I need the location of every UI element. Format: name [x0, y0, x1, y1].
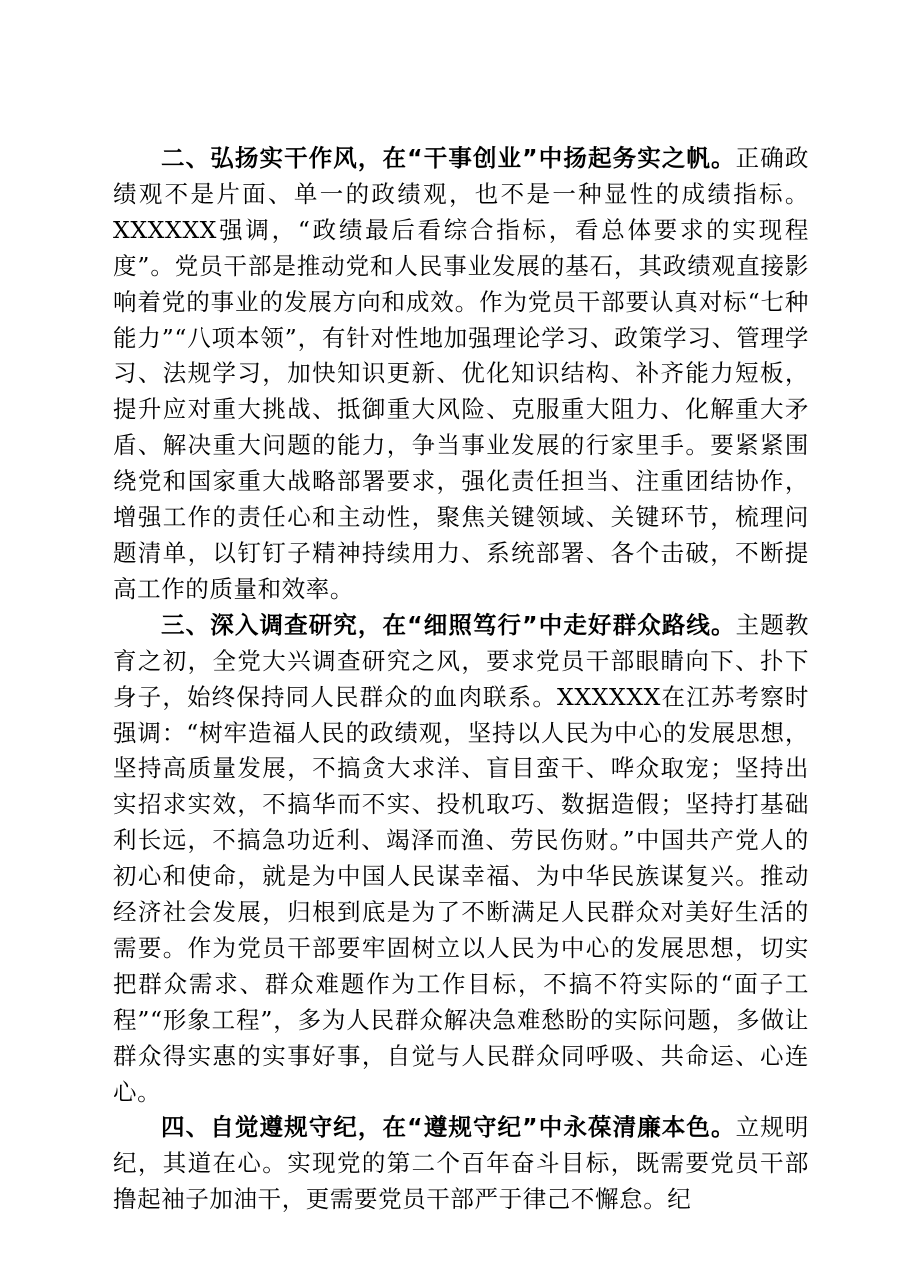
section-body-3: 主题教育之初，全党大兴调查研究之风，要求党员干部眼睛向下、扑下身子，始终保持同人民群众的血肉联系。XXXXXX在江苏考察时强调：“树牢造福人民的政绩观，坚持以人民为中心的发展思想，坚持高质量发展，不搞贪大求洋、盲目蛮干、哗众取宠；坚持出实招求实效，不搞华而不实、投机取巧、数据造假；坚持打基础利长远，不搞急功近利、竭泽而渔、劳民伤财。”中国共产党人的初心和使命，就是为中国人民谋幸福、为中华民族谋复兴。推动经济社会发展，归根到底是为了不断满足人民群众对美好生活的需要。作为党员干部要牢固树立以人民为中心的发展思想，切实把群众需求、群众难题作为工作目标，不搞不符实际的“面子工程”“形象工程”，多为人民群众解决急难愁盼的实际问题，多做让群众得实惠的实事好事，自觉与人民群众同呼吸、共命运、心连心。: [113, 610, 809, 1106]
section-body-4: 立规明纪，其道在心。实现党的第二个百年奋斗目标，既需要党员干部撸起袖子加油干，更需要党员干部严于律己不懈怠。纪: [113, 1113, 809, 1214]
document-body: [113, 141, 809, 1218]
section-heading-3: 三、深入调查研究，在“细照笃行”中走好群众路线。: [161, 610, 736, 639]
paragraph-section-2: [113, 141, 809, 608]
section-body-2: 正确政绩观不是片面、单一的政绩观，也不是一种显性的成绩指标。XXXXXX强调，“政绩最后看综合指标，看总体要求的实现程度”。党员干部是推动党和人民事业发展的基石，其政绩观直接影响着党的事业的发展方向和成效。作为党员干部要认真对标“七种能力”“八项本领”，有针对性地加强理论学习、政策学习、管理学习、法规学习，加快知识更新、优化知识结构、补齐能力短板，提升应对重大挑战、抵御重大风险、克服重大阻力、化解重大矛盾、解决重大问题的能力，争当事业发展的行家里手。要紧紧围绕党和国家重大战略部署要求，强化责任担当、注重团结协作，增强工作的责任心和主动性，聚焦关键领域、关键环节，梳理问题清单，以钉钉子精神持续用力、系统部署、各个击破，不断提高工作的质量和效率。: [113, 144, 809, 603]
section-heading-4: 四、自觉遵规守纪，在“遵规守纪”中永葆清廉本色。: [161, 1113, 736, 1142]
paragraph-section-3: [113, 608, 809, 1111]
paragraph-section-4: [113, 1110, 809, 1218]
section-heading-2: 二、弘扬实干作风，在“干事创业”中扬起务实之帆。: [161, 144, 736, 172]
